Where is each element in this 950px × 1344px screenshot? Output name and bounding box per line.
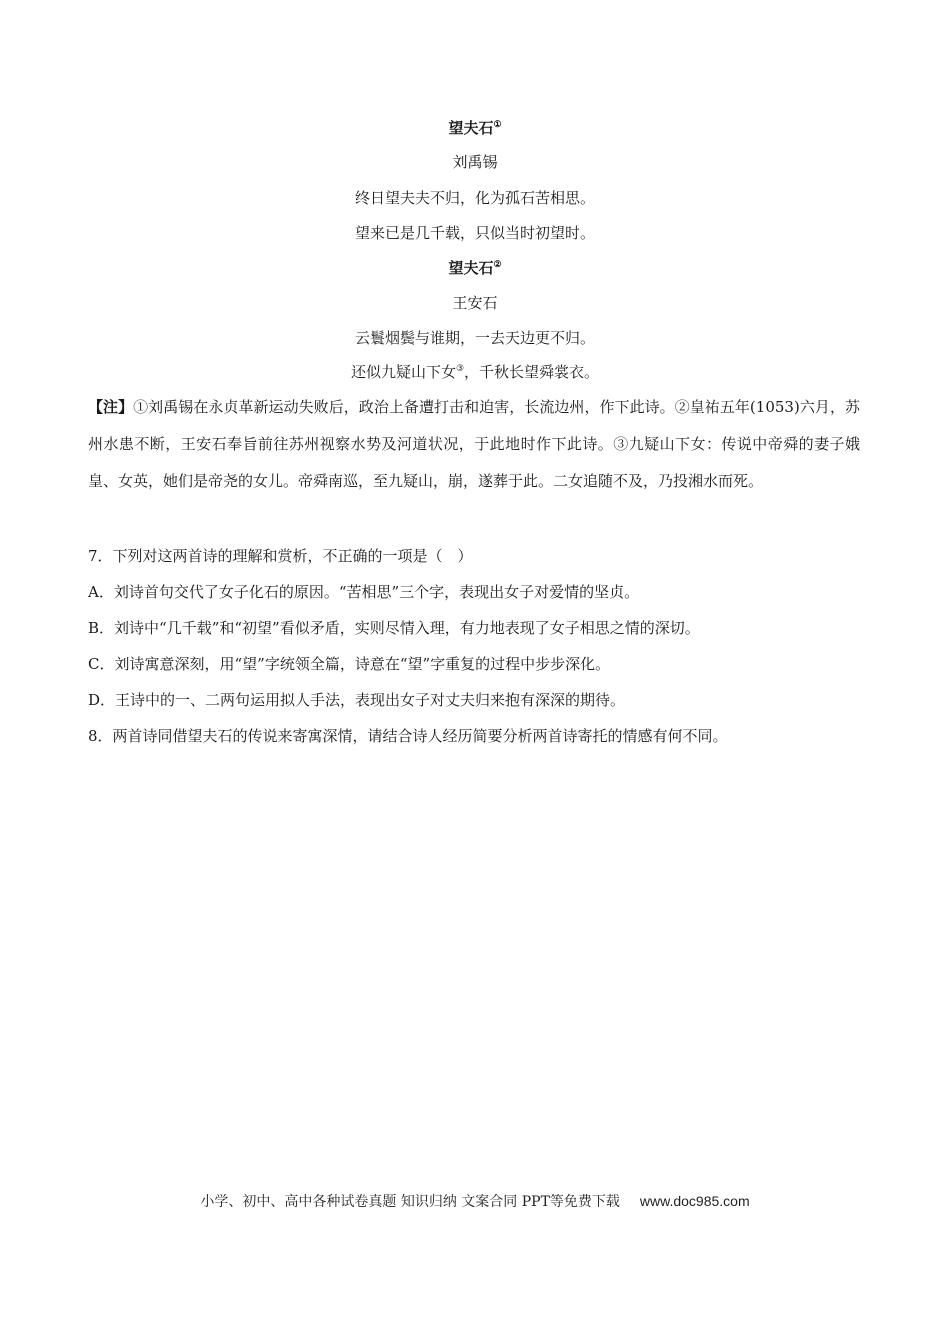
poem2-footnote-mark: ②	[493, 260, 502, 270]
poem1-title-text: 望夫石	[448, 119, 494, 137]
poem1-line-1: 终日望夫夫不归，化为孤石苦相思。	[354, 189, 595, 207]
annotation-text: ①刘禹锡在永贞革新运动失败后，政治上备遭打击和迫害，长流边州，作下此诗。②皇祐五年(1053)六月，苏州水患不断，王安石奉旨前往苏州视察水势及河道状况，于此地时作下此诗。③九疑山下女：传说中帝舜的妻子娥皇、女英，她们是帝尧的女儿。帝舜南巡，至九疑山，崩，遂葬于此。二女追随不及，乃投湘水而死。	[88, 398, 860, 490]
option-b: B．刘诗中“几千载”和“初望”看似矛盾，实则尽情入理，有力地表现了女子相思之情的深切。	[88, 619, 700, 637]
annotation-note	[88, 389, 860, 500]
option-c: C．刘诗寓意深刻，用“望”字统领全篇，诗意在“望”字重复的过程中步步深化。	[88, 655, 611, 673]
poem1-author: 刘禹锡	[452, 153, 498, 171]
footer-text: 小学、初中、高中各种试卷真题 知识归纳 文案合同 PPT等免费下载	[200, 1194, 620, 1210]
option-d: D．王诗中的一、二两句运用拟人手法，表现出女子对丈夫归来抱有深深的期待。	[88, 691, 626, 709]
option-a: A．刘诗首句交代了女子化石的原因。“苦相思”三个字，表现出女子对爱情的坚贞。	[88, 583, 640, 601]
poem2-line-2-part1: 还似九疑山下女	[350, 363, 456, 381]
poem2-title-text: 望夫石	[448, 259, 494, 277]
footer-url[interactable]: www.doc985.com	[639, 1193, 750, 1209]
poem1-footnote-mark: ①	[493, 120, 502, 130]
annotation-lead: 【注】	[88, 398, 134, 416]
question-7: 7．下列对这两首诗的理解和赏析，不正确的一项是（ ）	[88, 547, 473, 565]
poem2-title	[0, 258, 950, 278]
poem2-line-2	[0, 362, 950, 382]
poem2-line-2-footnote-mark: ③	[455, 364, 465, 374]
poem2-line-2-part2: ，千秋长望舜裳衣。	[464, 363, 600, 381]
poem2-line-1: 云鬟烟鬓与谁期，一去天边更不归。	[354, 329, 595, 347]
poem1-line-2: 望来已是几千载，只似当时初望时。	[354, 224, 595, 242]
question-8: 8．两首诗同借望夫石的传说来寄寓深情，请结合诗人经历简要分析两首诗寄托的情感有何不同。	[88, 727, 728, 745]
poem2-author: 王安石	[452, 294, 498, 312]
page-footer	[0, 1191, 950, 1212]
poem1-title	[0, 118, 950, 138]
